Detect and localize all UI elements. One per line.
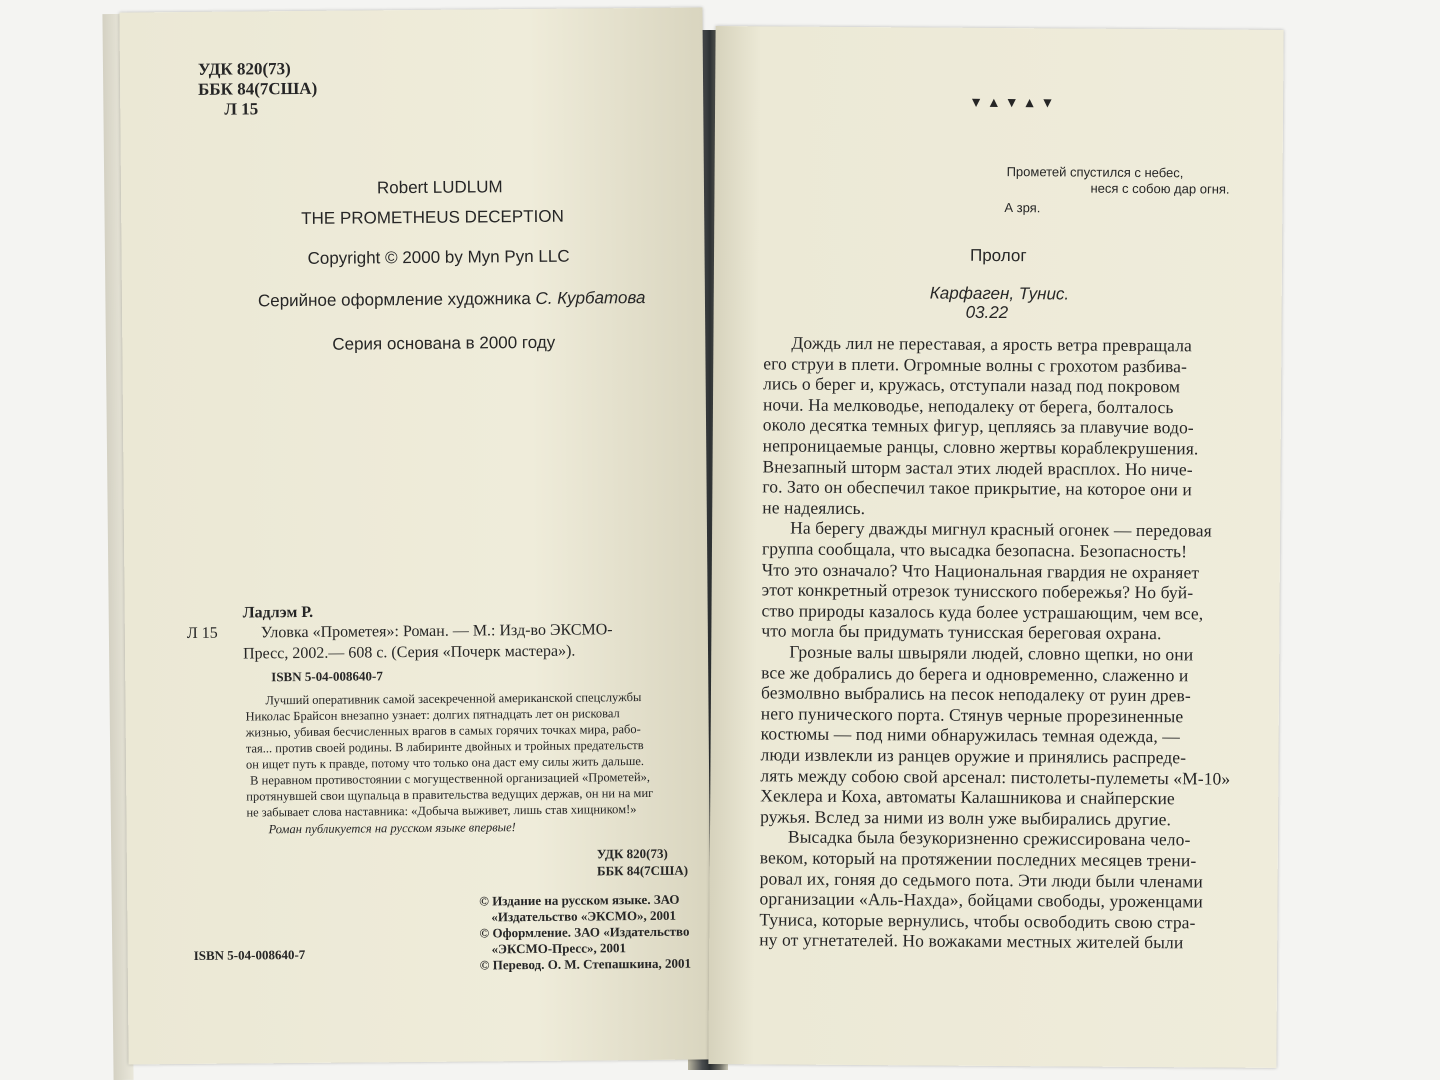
- copyright-item: © Оформление. ЗАО «Издательство: [479, 923, 690, 941]
- original-title: THE PROMETHEUS DECEPTION: [301, 206, 564, 228]
- epigraph-line: Прометей спустился с небес,: [1006, 164, 1184, 181]
- annotation-line: он ищет путь к правде, потому что только она даст ему силы жить дальше.: [245, 754, 645, 772]
- prologue-line: лись о берег и, кружась, отступали назад под покровом: [763, 373, 1181, 397]
- design-artist: С. Курбатова: [535, 287, 646, 308]
- prologue-line: костюмы — под ними обнаружилась темная одежда, —: [760, 723, 1181, 747]
- prologue-line: около десятка темных фигур, цепляясь за плавучие водо-: [762, 414, 1194, 438]
- prologue-line: безмолвно выбрались на песок неподалеку от руин древ-: [760, 682, 1191, 706]
- prologue-line: ровал их, гоняя до седьмого пота. Эти люди были членами: [759, 867, 1203, 892]
- time-heading: 03.22: [965, 302, 1009, 323]
- design-prefix: Серийное оформление художника: [257, 288, 531, 311]
- prologue-line: го. Зато он обеспечил такое прикрытие, на которое они и: [762, 476, 1192, 500]
- prologue-line: Туниса, которые вернулись, чтобы освободить свою стра-: [759, 909, 1196, 933]
- left-page: [119, 7, 711, 1064]
- prologue-line: лять между собою свой арсенал: пистолеты-пулеметы «М-10»: [760, 764, 1231, 789]
- prologue-line: На берегу дважды мигнул красный огонек — передовая: [790, 517, 1212, 541]
- epigraph-line: А зря.: [1004, 200, 1041, 216]
- prologue-line: него пунического порта. Стянув черные прорезиненные: [760, 703, 1184, 727]
- annotation-line: Лучший оперативник самой засекреченной американской спецслужбы: [265, 690, 642, 708]
- prologue-line: непроницаемые ранцы, словно жертвы кораблекрушения.: [762, 435, 1199, 459]
- prologue-line: организации «Аль-Нахда», бойцами свободы, уроженцами: [759, 888, 1203, 912]
- ornament-divider: ▼▲▼▲▼: [969, 95, 1059, 112]
- bib-line: Уловка «Прометея»: Роман. — М.: Изд-во ЭКСМО-: [260, 621, 613, 642]
- udc-code: УДК 820(73): [197, 59, 291, 79]
- copyright-item: © Перевод. О. М. Степашкина, 2001: [479, 955, 691, 973]
- annotation-note: Роман публикуется на русском языке впервые!: [268, 820, 516, 837]
- series-note: Серия основана в 2000 году: [332, 332, 556, 354]
- prologue-line: веком, который на протяжении последних месяцев трени-: [759, 847, 1197, 871]
- prologue-line: ночи. На мелководье, неподалеку от берега, болталось: [762, 394, 1174, 418]
- isbn: ISBN 5-04-008640-7: [271, 668, 383, 685]
- udc-code-bottom: УДК 820(73): [596, 845, 668, 862]
- prologue-line: не надеялись.: [762, 497, 866, 518]
- bib-line: Пресс, 2002.— 608 с. (Серия «Почерк мастера»).: [242, 642, 576, 663]
- bbk-code: ББК 84(7США): [198, 78, 318, 99]
- bib-code: Л 15: [186, 624, 218, 642]
- design-credit: [258, 288, 646, 312]
- prologue-line: все же добрались до берега и одновременно, слаженно и: [761, 661, 1189, 685]
- bib-author: Ладлэм Р.: [242, 603, 314, 622]
- prologue-line: Хеклера и Коха, автоматы Калашникова и снайперские: [760, 785, 1175, 809]
- prologue-line: Дождь лил не переставая, а ярость ветра превращала: [791, 332, 1193, 356]
- prologue-line: этот конкретный отрезок тунисского побережья? Но буй-: [761, 579, 1194, 603]
- place-heading: Карфаген, Тунис.: [929, 283, 1070, 304]
- annotation-line: Николас Брайсон внезапно узнает: долгих пятнадцать лет он рисковал: [245, 706, 620, 724]
- prologue-line: что могла бы придумать тунисская береговая охрана.: [761, 620, 1162, 644]
- prologue-line: Что это означало? Что Национальная гвардия не охраняет: [761, 558, 1200, 583]
- prologue-line: ство природы казалось куда более устрашающим, чем все,: [761, 600, 1204, 624]
- prologue-line: ну от угнетателей. Но вожаками местных жителей были: [759, 929, 1184, 953]
- bbk-code-bottom: ББК 84(7США): [596, 862, 689, 879]
- isbn-bottom: ISBN 5-04-008640-7: [193, 946, 306, 963]
- prologue-line: Грозные валы швыряли людей, словно щепки, но они: [789, 641, 1194, 665]
- prologue-line: его струи в плети. Огромные волны с грохотом разбива-: [763, 352, 1187, 376]
- copyright-item: © Издание на русском языке. ЗАО: [479, 891, 680, 909]
- annotation-line: не забывает слова наставника: «Добыча выживет, лишь став хищником!»: [246, 802, 637, 820]
- epigraph-line: неся с собою дар огня.: [1090, 180, 1230, 197]
- prologue-line: люди извлекли из ранцев оружие и принялись распреде-: [760, 744, 1187, 768]
- original-author: Robert LUDLUM: [376, 177, 503, 198]
- annotation-line: протянувшей свои щупальца в правительства ведущих держав, он ни на миг: [246, 785, 654, 804]
- right-page: [708, 26, 1283, 1068]
- copyright-line: Copyright © 2000 by Myn Pyn LLC: [307, 246, 570, 268]
- prologue-line: группа сообщала, что высадка безопасна. Безопасность!: [761, 538, 1188, 562]
- annotation-line: тая... против своей родины. В лабиринте двойных и тройных предательств: [245, 738, 644, 756]
- annotation-line: жизнью, убивая бесчисленных врагов в самых горячих точках мира, рабо-: [245, 722, 641, 740]
- copyright-item: «ЭКСМО-Пресс», 2001: [491, 940, 627, 957]
- chapter-title: Пролог: [969, 245, 1027, 266]
- copyright-item: «Издательство «ЭКСМО», 2001: [491, 907, 677, 925]
- annotation-line: В неравном противостоянии с могущественной организацией «Прометей»,: [250, 769, 651, 788]
- prologue-line: Внезапный шторм застал этих людей врасплох. Но ниче-: [762, 455, 1193, 479]
- author-sign: Л 15: [224, 99, 259, 119]
- prologue-line: Высадка была безукоризненно срежиссирована чело-: [787, 826, 1191, 850]
- prologue-line: ружья. Вслед за ними из волн уже выбирались другие.: [760, 806, 1172, 830]
